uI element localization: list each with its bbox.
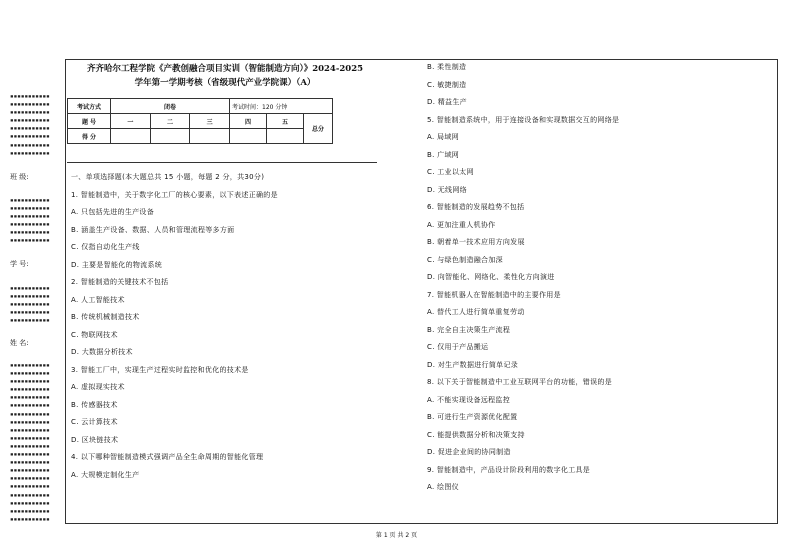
exam-line: 6. 智能制造的发展趋势不包括	[427, 203, 525, 211]
binding-dots-1: ▪▪▪▪▪▪▪▪▪▪▪ ▪▪▪▪▪▪▪▪▪▪▪ ▪▪▪▪▪▪▪▪▪▪▪ ▪▪▪▪▪▪▪▪▪▪▪ ▪▪▪▪▪▪▪▪▪▪▪ ▪▪▪▪▪▪▪▪▪▪▪ ▪▪▪▪▪▪▪▪▪▪▪ ▪▪▪▪▪▪▪▪▪▪▪	[10, 93, 50, 157]
binding-dots-2: ▪▪▪▪▪▪▪▪▪▪▪ ▪▪▪▪▪▪▪▪▪▪▪ ▪▪▪▪▪▪▪▪▪▪▪ ▪▪▪▪▪▪▪▪▪▪▪ ▪▪▪▪▪▪▪▪▪▪▪ ▪▪▪▪▪▪▪▪▪▪▪	[10, 197, 50, 245]
score-cell[interactable]	[150, 129, 190, 144]
exam-line: B. 柔性制造	[427, 63, 467, 71]
exam-line: 3. 智能工厂中，实现生产过程实时监控和优化的技术是	[71, 365, 249, 374]
score-table	[67, 98, 333, 144]
total-label: 总分	[304, 114, 333, 144]
exam-line: B. 完全自主决策生产流程	[427, 325, 511, 334]
exam-line: 5. 智能制造系统中，用于连接设备和实现数据交互的网络是	[427, 115, 620, 124]
col-3: 三	[190, 114, 230, 129]
exam-line: 7. 智能机器人在智能制造中的主要作用是	[427, 290, 561, 299]
exam-line: D. 精益生产	[427, 98, 467, 106]
score-cell[interactable]	[267, 129, 304, 144]
exam-line: C. 能提供数据分析和决策支持	[427, 430, 525, 439]
exam-line: 一、单项选择题(本大题总共 15 小题，每题 2 分，共30分)	[71, 173, 265, 181]
exam-line: D. 区块链技术	[71, 435, 119, 444]
exam-time: 考试时间：120 分钟	[230, 99, 333, 114]
score-cell[interactable]	[111, 129, 151, 144]
exam-line: B. 朝着单一技术应用方向发展	[427, 238, 525, 246]
title-line-1: 齐齐哈尔工程学院《产教创融合项目实训（智能制造方向）》2024-2025	[86, 64, 364, 74]
question-no-label: 题 号	[68, 114, 111, 129]
exam-line: A. 虚拟现实技术	[71, 383, 125, 391]
title-line-2: 学年第一学期考核（省级现代产业学院课）（A）	[134, 78, 316, 88]
exam-mode-label: 考试方式	[68, 99, 111, 114]
exam-line: C. 仅指自动化生产线	[71, 243, 140, 251]
exam-line: A. 局域网	[427, 133, 459, 141]
exam-line: 9. 智能制造中，产品设计阶段利用的数字化工具是	[427, 465, 591, 474]
exam-line: D. 向智能化、网络化、柔性化方向演进	[427, 273, 555, 281]
exam-line: 1. 智能制造中，关于数字化工厂的核心要素，以下表述正确的是	[71, 190, 278, 199]
class-label: 班 级:	[10, 173, 29, 181]
exam-line: C. 敏捷制造	[427, 80, 467, 89]
binding-dots-4: ▪▪▪▪▪▪▪▪▪▪▪ ▪▪▪▪▪▪▪▪▪▪▪ ▪▪▪▪▪▪▪▪▪▪▪ ▪▪▪▪▪▪▪▪▪▪▪ ▪▪▪▪▪▪▪▪▪▪▪ ▪▪▪▪▪▪▪▪▪▪▪ ▪▪▪▪▪▪▪▪▪▪▪ ▪▪▪▪▪▪▪▪▪▪▪ ▪▪▪▪▪▪▪▪▪▪▪ ▪▪▪▪▪▪▪▪▪▪▪ ▪▪▪▪▪▪▪▪▪▪▪ ▪▪▪▪▪▪▪▪▪▪▪ ▪▪▪▪▪▪▪▪▪▪▪ ▪▪▪▪▪▪▪▪▪▪▪ ▪▪▪▪▪▪▪▪▪▪▪ ▪▪▪▪▪▪▪▪▪▪▪ ▪▪▪▪▪▪▪▪▪▪▪ ▪▪▪▪▪▪▪▪▪▪▪ ▪▪▪▪▪▪▪▪▪▪▪ ▪▪▪▪▪▪▪▪▪▪▪	[10, 362, 50, 523]
exam-mode-value: 闭卷	[111, 99, 230, 114]
exam-line: B. 传感器技术	[71, 400, 118, 409]
name-label: 姓 名:	[10, 339, 29, 347]
exam-line: B. 传统机械制造技术	[71, 313, 140, 321]
exam-line: A. 只包括先进的生产设备	[71, 208, 155, 216]
col-2: 二	[150, 114, 190, 129]
col-5: 五	[267, 114, 304, 129]
exam-line: C. 物联网技术	[71, 330, 118, 339]
student-id-label: 学 号:	[10, 260, 29, 268]
score-cell[interactable]	[230, 129, 267, 144]
exam-line: 2. 智能制造的关键技术不包括	[71, 278, 169, 286]
exam-line: C. 仅用于产品搬运	[427, 343, 489, 351]
exam-line: D. 无线网络	[427, 185, 467, 194]
exam-line: A. 大规模定制化生产	[71, 470, 140, 479]
col-4: 四	[230, 114, 267, 129]
exam-line: B. 涵盖生产设备、数据、人员和管理流程等多方面	[71, 225, 235, 234]
exam-line: D. 对生产数据进行简单记录	[427, 360, 519, 369]
exam-line: 4. 以下哪种智能制造模式强调产品全生命周期的智能化管理	[71, 453, 264, 461]
binding-dots-3: ▪▪▪▪▪▪▪▪▪▪▪ ▪▪▪▪▪▪▪▪▪▪▪ ▪▪▪▪▪▪▪▪▪▪▪ ▪▪▪▪▪▪▪▪▪▪▪ ▪▪▪▪▪▪▪▪▪▪▪	[10, 285, 50, 325]
page-footer: 第 1 页 共 2 页	[375, 532, 418, 539]
score-cell[interactable]	[190, 129, 230, 144]
exam-line: A. 人工智能技术	[71, 295, 125, 304]
exam-line: A. 替代工人进行简单重复劳动	[427, 308, 525, 316]
exam-line: 8. 以下关于智能制造中工业互联网平台的功能，错误的是	[427, 378, 613, 386]
exam-line: D. 主要是智能化的物流系统	[71, 260, 163, 269]
exam-line: C. 云计算技术	[71, 418, 118, 426]
exam-line: D. 促进企业间的协同制造	[427, 448, 511, 456]
col-1: 一	[111, 114, 151, 129]
divider	[67, 162, 377, 163]
exam-line: C. 工业以太网	[427, 168, 474, 176]
exam-line: D. 大数据分析技术	[71, 348, 133, 356]
exam-line: A. 不能实现设备远程监控	[427, 395, 511, 404]
exam-line: C. 与绿色制造融合加深	[427, 255, 503, 264]
exam-line: A. 绘图仪	[427, 483, 459, 491]
exam-line: B. 可进行生产资源优化配置	[427, 413, 518, 421]
score-label: 得 分	[68, 129, 111, 144]
exam-line: A. 更加注重人机协作	[427, 220, 496, 229]
exam-line: B. 广域网	[427, 150, 460, 159]
